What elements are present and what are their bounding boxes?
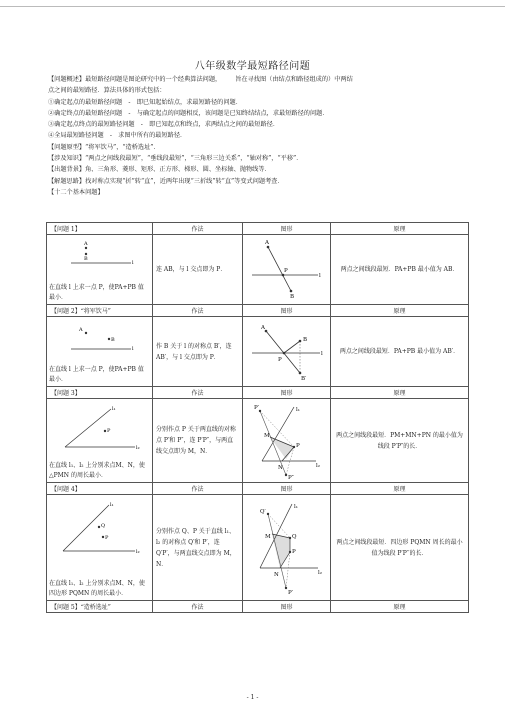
intro-line: ③确定起点终点的最短路径问题 - 即已知起点和终点，求两结点之间的最短路径．: [48, 121, 280, 129]
col-principle-header: 原理: [331, 601, 469, 613]
col-figure-header: 图形: [243, 483, 331, 495]
svg-text:l₂: l₂: [136, 445, 140, 451]
svg-text:l: l: [319, 272, 321, 279]
svg-text:B: B: [111, 337, 115, 343]
intro-line: 【解题思路】找对称点实现“折”转“直”，近两年出现“三折线”转“直”等变式问题考查．: [48, 177, 284, 185]
principle-text: 两点之间线段最短．四边形 PQMN 周长的最小值为线段 P′P′′的长．: [331, 495, 469, 601]
svg-text:l₂: l₂: [318, 569, 322, 576]
intro-line: 【问题概述】最短路径问题是图论研究中的一个经典算法问题， 旨在寻找图（由结点和路径组成的）中两结: [48, 76, 353, 83]
svg-text:A: A: [84, 241, 88, 247]
row-header: [47, 387, 469, 399]
problem-heading: 【问题 2】“将军饮马”: [47, 305, 153, 317]
col-principle-header: 原理: [331, 223, 469, 235]
principle-text: 两点之间线段最短．PA+PB 最小值为 AB．: [331, 235, 469, 305]
problem-heading: 【问题 4】: [47, 483, 153, 495]
svg-text:P: P: [292, 548, 296, 555]
question-sketch: [49, 401, 149, 451]
problem-row: [47, 235, 469, 305]
figure-cell: [243, 317, 331, 387]
problem-question: 在直线 l₁、l₂ 上分别求点M、N，使四边形 PQMN 的周长最小．: [49, 580, 145, 597]
col-method-header: 作法: [153, 387, 243, 399]
svg-text:N: N: [274, 571, 279, 578]
intro-line: ④全局最短路径问题 - 求图中所有的最短路径．: [48, 132, 187, 140]
figure-cell: [243, 235, 331, 305]
problem-question-cell: [47, 317, 153, 387]
problem-question-cell: [47, 235, 153, 305]
figure-diagram: [246, 319, 328, 385]
svg-text:l₁: l₁: [294, 503, 298, 510]
svg-text:l: l: [321, 350, 323, 357]
svg-text:P: P: [284, 267, 288, 274]
svg-text:P: P: [278, 356, 282, 363]
problem-question: 在直线 l 上求一点 P，使PA+PB 值最小．: [49, 284, 144, 301]
svg-text:P′: P′: [288, 589, 293, 596]
svg-text:B: B: [303, 336, 308, 343]
svg-text:B′: B′: [301, 375, 307, 382]
intro-line: ①确定起点的最短路径问题 - 即已知起始结点，求最短路径的问题．: [48, 98, 242, 106]
question-sketch: [49, 319, 149, 363]
col-method-header: 作法: [153, 223, 243, 235]
col-method-header: 作法: [153, 483, 243, 495]
problem-question: 在直线 l₁、l₂ 上分别求点M、N，使△PMN 的周长最小．: [49, 462, 145, 479]
svg-text:l: l: [132, 260, 134, 266]
svg-text:P′: P′: [254, 404, 259, 411]
question-sketch: [49, 237, 149, 281]
method-text: 作 B 关于 l 的对称点 B′，连 AB′，与 l 交点即为 P．: [153, 317, 243, 387]
intro-section: [48, 74, 466, 198]
problem-row: [47, 317, 469, 387]
question-sketch: [49, 497, 149, 559]
svg-text:Q: Q: [292, 533, 297, 540]
svg-text:A: A: [79, 327, 83, 333]
svg-text:l₂: l₂: [316, 462, 320, 469]
svg-text:l₁: l₁: [296, 406, 300, 413]
col-figure-header: 图形: [243, 305, 331, 317]
col-figure-header: 图形: [243, 601, 331, 613]
svg-text:l: l: [132, 346, 134, 352]
intro-line: ②确定终点的最短路径问题 - 与确定起点的问题相反，该问题是已知终结结点，求最短路径的问题．: [48, 109, 329, 117]
intro-line: 【涉及知识】“两点之间线段最短”，“垂线段最短”，“三角形三边关系”，“轴对称”，“平移”．: [48, 155, 303, 163]
svg-text:B: B: [84, 256, 88, 262]
problem-question-cell: [47, 495, 153, 601]
svg-text:B: B: [290, 293, 295, 300]
principle-text: 两点之间线段最短．PM+MN+PN 的最小值为线段 P′P″的长．: [331, 399, 469, 483]
intro-line: 【问题原型】“将军饮马”，“造桥选址”．: [48, 143, 160, 151]
header-rule: [0, 6, 505, 7]
problem-row: [47, 495, 469, 601]
svg-text:A: A: [265, 239, 269, 246]
col-principle-header: 原理: [331, 305, 469, 317]
problem-row: [47, 399, 469, 483]
col-figure-header: 图形: [243, 223, 331, 235]
method-text: 分别作点 Q、P 关于直线 l₁、l₂ 的对称点 Q′和 P′，连 Q′P′，与两直线交点即为 M，N．: [153, 495, 243, 601]
figure-diagram: [246, 237, 328, 303]
row-header: [47, 223, 469, 235]
col-principle-header: 原理: [331, 483, 469, 495]
col-method-header: 作法: [153, 601, 243, 613]
problem-question-cell: [47, 399, 153, 483]
problem-heading: 【问题 5】“造桥选址”: [47, 601, 153, 613]
svg-text:Q′: Q′: [260, 508, 266, 515]
problem-question: 在直线 l 上求一点 P，使PA+PB 值最小．: [49, 366, 144, 383]
intro-line: 【出题背景】角、三角形、菱形、矩形、正方形、梯形、圆、坐标轴、抛物线等．: [48, 166, 271, 174]
figure-cell: [243, 399, 331, 483]
problems-table: [46, 222, 469, 613]
principle-text: 两点之间线段最短．PA+PB 最小值为 AB′．: [331, 317, 469, 387]
figure-diagram: [246, 498, 328, 598]
figure-diagram: [246, 401, 328, 481]
svg-text:P: P: [296, 442, 300, 449]
intro-line: 【十二个基本问题】: [48, 188, 104, 196]
svg-text:l₁: l₁: [110, 502, 114, 508]
problem-heading: 【问题 1】: [47, 223, 153, 235]
svg-text:A: A: [261, 324, 265, 331]
problem-heading: 【问题 3】: [47, 387, 153, 399]
col-method-header: 作法: [153, 305, 243, 317]
intro-line: 点之间的最短路径．算法具体的形式包括：: [48, 87, 166, 95]
svg-text:l₁: l₁: [112, 406, 116, 412]
svg-text:N: N: [278, 464, 283, 471]
page-number: - 1 -: [246, 694, 259, 701]
figure-cell: [243, 495, 331, 601]
col-principle-header: 原理: [331, 387, 469, 399]
svg-text:P: P: [107, 428, 111, 434]
svg-text:l₂: l₂: [136, 549, 140, 555]
svg-text:P″: P″: [288, 474, 294, 481]
page-title: 八年级数学最短路径问题: [194, 61, 311, 72]
row-header: [47, 601, 469, 613]
svg-text:Q: Q: [101, 523, 106, 529]
method-text: 连 AB，与 l 交点即为 P．: [153, 235, 243, 305]
svg-text:M: M: [264, 432, 270, 439]
row-header: [47, 483, 469, 495]
method-text: 分别作点 P 关于两直线的对称点 P′和 P″，连 P′P″，与两直线交点即为 M，N．: [153, 399, 243, 483]
row-header: [47, 305, 469, 317]
svg-text:P: P: [105, 535, 109, 541]
svg-text:M: M: [265, 533, 271, 540]
col-figure-header: 图形: [243, 387, 331, 399]
